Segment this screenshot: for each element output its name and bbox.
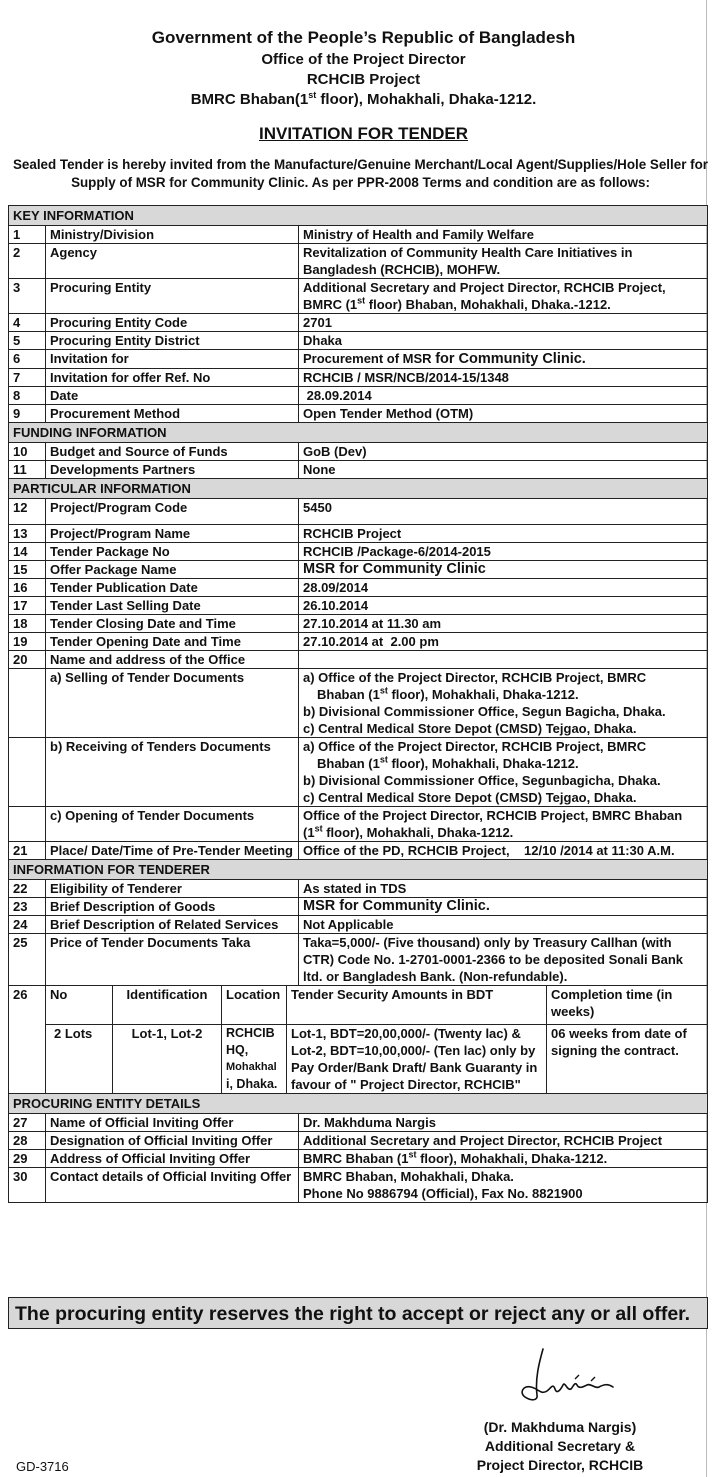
office-title: Office of the Project Director — [261, 51, 466, 68]
table-row: c) Opening of Tender Documents Office of the Project Director, RCHCIB Project, BMRC Bhaban (1st floor), Mohakhali, Dhaka-1212. — [9, 807, 708, 842]
table-row: 23 Brief Description of Goods MSR for Community Clinic. — [9, 898, 708, 916]
table-row: 7 Invitation for offer Ref. No RCHCIB / MSR/NCB/2014-15/1348 — [9, 369, 708, 387]
intro-paragraph: Sealed Tender is hereby invited from the Manufacture/Genuine Merchant/Local Agent/Supplies/Hole Seller for Supply of MSR for Community Clinic. As per PPR-2008 Terms and condition are as follows: — [13, 157, 708, 190]
section-funding-information: FUNDING INFORMATION — [9, 423, 708, 443]
table-row: 24 Brief Description of Related Services Not Applicable — [9, 916, 708, 934]
table-row: 30 Contact details of Official Inviting Offer BMRC Bhaban, Mohakhali, Dhaka. Phone No 9886794 (Official), Fax No. 8821900 — [9, 1167, 708, 1202]
table-row: 11 Developments Partners None — [9, 461, 708, 479]
lot-row: 2 Lots Lot-1, Lot-2 RCHCIB HQ, Mohakhal i, Dhaka. Lot-1, BDT=20,00,000/- (Twenty lac) & Lot-2, BDT=10,00,000/- (Ten lac) only by Pay Order/Bank Draft/ Bank Guaranty in favour of " Project Director, RCHCIB" 06 weeks from date of signing the contract. — [46, 1024, 707, 1093]
lot-header-row: No Identification Location Tender Security Amounts in BDT Completion time (in weeks) — [46, 986, 707, 1024]
contact-details: BMRC Bhaban, Mohakhali, Dhaka. Phone No 9886794 (Official), Fax No. 8821900 — [299, 1167, 708, 1202]
lot-table-cell — [46, 986, 708, 1094]
receiving-offices: a) Office of the Project Director, RCHCIB Project, BMRC Bhaban (1st floor), Mohakhali, Dhaka-1212. b) Divisional Commissioner Office, Segunbagicha, Dhaka. c) Central Medical Store Depot (CMSD) Tejgao, Dhaka. — [299, 738, 708, 807]
table-row: 19 Tender Opening Date and Time 27.10.2014 at 2.00 pm — [9, 633, 708, 651]
table-row: 22 Eligibility of Tenderer As stated in TDS — [9, 880, 708, 898]
table-row: 20 Name and address of the Office — [9, 651, 708, 669]
table-row: 28 Designation of Official Inviting Offer Additional Secretary and Project Director, RCHCIB Project — [9, 1131, 708, 1149]
table-row: 15 Offer Package Name MSR for Community Clinic — [9, 561, 708, 579]
table-row: 9 Procurement Method Open Tender Method (OTM) — [9, 405, 708, 423]
table-row: 8 Date 28.09.2014 — [9, 387, 708, 405]
government-title: Government of the People’s Republic of Bangladesh — [151, 28, 576, 47]
document-title: INVITATION FOR TENDER — [258, 124, 469, 143]
signer-title: Additional Secretary & — [484, 1438, 636, 1454]
section-information-for-tenderer: INFORMATION FOR TENDERER — [9, 860, 708, 880]
table-row: 25 Price of Tender Documents Taka Taka=5,000/- (Five thousand) only by Treasury Callhan (with CTR) Code No. 1-2701-0001-2366 to be deposited Sonali Bank ltd. or Bangladesh Bank. (Non-refundable). — [9, 934, 708, 986]
selling-offices: a) Office of the Project Director, RCHCIB Project, BMRC Bhaban (1st floor), Mohakhali, Dhaka-1212. b) Divisional Commissioner Office, Segun Bagicha, Dhaka. c) Central Medical Store Depot (CMSD) Tejgao, Dhaka. — [299, 669, 708, 738]
office-address: BMRC Bhaban(1st floor), Mohakhali, Dhaka-1212. — [190, 90, 537, 108]
table-row: 29 Address of Official Inviting Offer BMRC Bhaban (1st floor), Mohakhali, Dhaka-1212. — [9, 1149, 708, 1167]
signer-name: (Dr. Makhduma Nargis) — [483, 1419, 637, 1435]
table-row: 3 Procuring Entity Additional Secretary and Project Director, RCHCIB Project, BMRC (1st floor) Bhaban, Mohakhali, Dhaka.-1212. — [9, 279, 708, 314]
table-row: 18 Tender Closing Date and Time 27.10.2014 at 11.30 am — [9, 615, 708, 633]
table-row: 4 Procuring Entity Code 2701 — [9, 314, 708, 332]
table-row: 26 No Identification Location Tender Security Amounts in BDT Completion time (in weeks) 2 Lots Lot-1, Lot-2 RCHCIB HQ, Mohakhal i, Dhaka. Lot-1, BDT=20,00,000/- (Twenty lac) & Lot-2, BDT=10,00,000/- (Ten lac) only by Pay Order/Bank Draft/ Bank Guaranty in favour of " Project Director, RCHCIB" 06 weeks from date of signing the contract. — [9, 986, 708, 1094]
table-row: 12 Project/Program Code 5450 — [9, 499, 708, 525]
footer-notice: The procuring entity reserves the right to accept or reject any or all offer. — [8, 1297, 708, 1329]
table-row: 14 Tender Package No RCHCIB /Package-6/2014-2015 — [9, 543, 708, 561]
table-row: 13 Project/Program Name RCHCIB Project — [9, 525, 708, 543]
section-procuring-entity-details: PROCURING ENTITY DETAILS — [9, 1093, 708, 1113]
project-title: RCHCIB Project — [306, 71, 421, 88]
table-row: 5 Procuring Entity District Dhaka — [9, 332, 708, 350]
table-row: 1 Ministry/Division Ministry of Health and Family Welfare — [9, 226, 708, 244]
signature-image — [495, 1345, 635, 1405]
signer-block — [440, 1418, 680, 1475]
table-row: 6 Invitation for Procurement of MSR for Community Clinic. — [9, 350, 708, 369]
signer-title: Project Director, RCHCIB — [476, 1457, 644, 1473]
lot-location: RCHCIB HQ, Mohakhal i, Dhaka. — [222, 1024, 287, 1093]
opening-office: Office of the Project Director, RCHCIB Project, BMRC Bhaban (1st floor), Mohakhali, Dhaka-1212. — [299, 807, 708, 842]
table-row: a) Selling of Tender Documents a) Office of the Project Director, RCHCIB Project, BMRC Bhaban (1st floor), Mohakhali, Dhaka-1212. b) Divisional Commissioner Office, Segun Bagicha, Dhaka. c) Central Medical Store Depot (CMSD) Tejgao, Dhaka. — [9, 669, 708, 738]
document-code: GD-3716 — [16, 1459, 69, 1474]
table-row: b) Receiving of Tenders Documents a) Office of the Project Director, RCHCIB Project, BMRC Bhaban (1st floor), Mohakhali, Dhaka-1212. b) Divisional Commissioner Office, Segunbagicha, Dhaka. c) Central Medical Store Depot (CMSD) Tejgao, Dhaka. — [9, 738, 708, 807]
tender-table — [8, 205, 708, 1203]
table-row: 21 Place/ Date/Time of Pre-Tender Meeting Office of the PD, RCHCIB Project, 12/10 /2014 at 11:30 A.M. — [9, 842, 708, 860]
table-row: 17 Tender Last Selling Date 26.10.2014 — [9, 597, 708, 615]
section-particular-information: PARTICULAR INFORMATION — [9, 479, 708, 499]
table-row: 10 Budget and Source of Funds GoB (Dev) — [9, 443, 708, 461]
lot-table — [46, 986, 707, 1093]
table-row: 27 Name of Official Inviting Offer Dr. Makhduma Nargis — [9, 1113, 708, 1131]
table-row: 2 Agency Revitalization of Community Health Care Initiatives in Bangladesh (RCHCIB), MOHFW. — [9, 244, 708, 279]
table-row: 16 Tender Publication Date 28.09/2014 — [9, 579, 708, 597]
section-key-information: KEY INFORMATION — [9, 206, 708, 226]
